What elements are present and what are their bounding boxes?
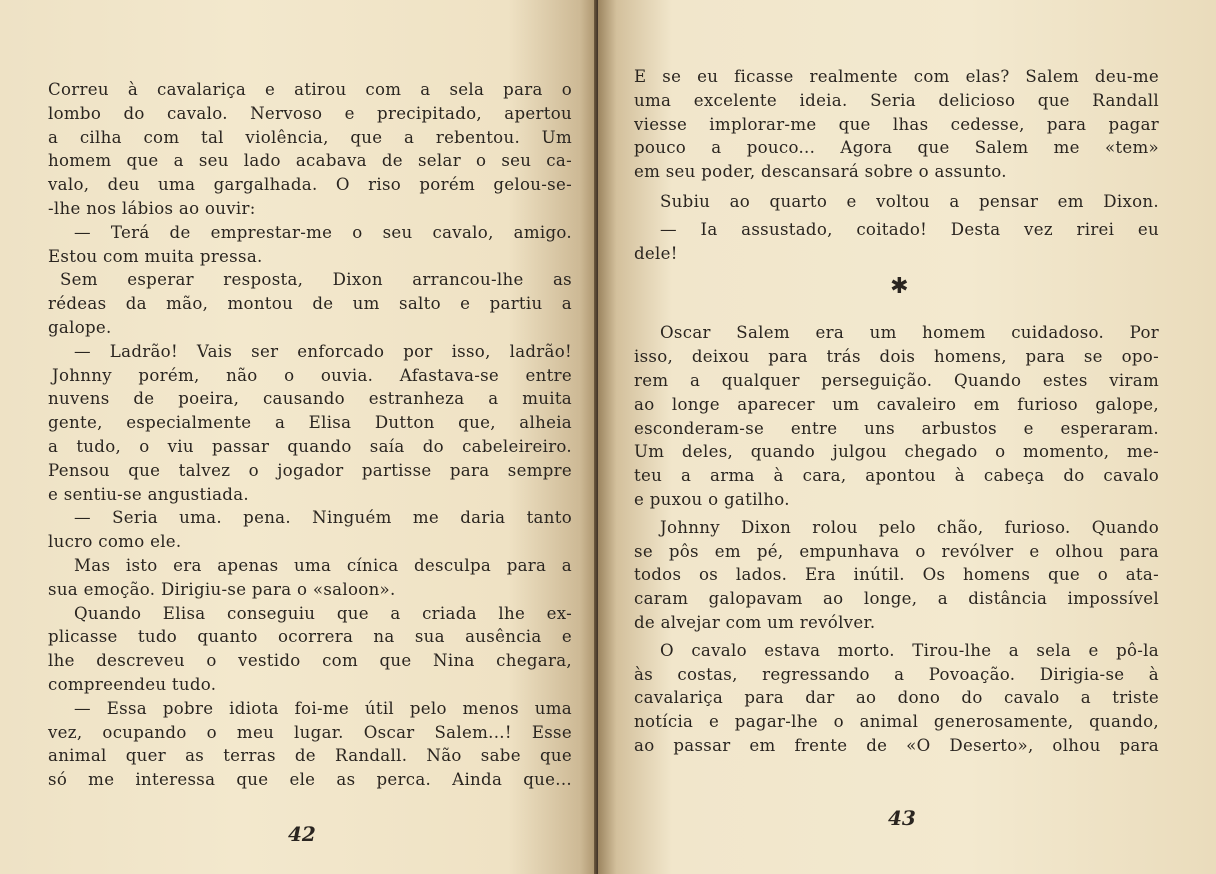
text-line: cavalariça para dar ao dono do cavalo a triste: [634, 688, 1159, 708]
text-line: — Essa pobre idiota foi-me útil pelo menos uma: [74, 698, 572, 718]
page-number: 42: [288, 822, 316, 846]
text-line: gente, especialmente a Elisa Dutton que, alheia: [48, 413, 572, 433]
text-line: ao longe aparecer um cavaleiro em furioso galope,: [634, 394, 1159, 414]
text-line: E se eu ficasse realmente com elas? Salem deu-me: [634, 67, 1159, 86]
text-line: teu a arma à cara, apontou à cabeça do cavalo: [634, 466, 1159, 486]
text-line: caram galopavam ao longe, a distância impossível: [634, 589, 1159, 609]
text-line: Johnny porém, não o ouvia. Afastava-se entre: [52, 365, 572, 385]
text-line: lucro como ele.: [48, 532, 182, 552]
text-line: esconderam-se entre uns arbustos e esperaram.: [634, 418, 1159, 438]
text-line: todos os lados. Era inútil. Os homens que o ata-: [634, 565, 1159, 585]
text-line: e sentiu-se angustiada.: [48, 484, 249, 504]
text-line: Estou com muita pressa.: [48, 246, 263, 266]
right-page-text: [634, 65, 1159, 758]
page-number: 43: [888, 806, 916, 830]
text-line: lhe descreveu o vestido com que Nina chegara,: [48, 651, 572, 671]
text-line: em seu poder, descansará sobre o assunto.: [634, 162, 1007, 182]
text-line: isso, deixou para trás dois homens, para se opo-: [634, 347, 1159, 367]
text-line: pouco a pouco... Agora que Salem me «tem»: [634, 138, 1159, 158]
text-line: Mas isto era apenas uma cínica desculpa para a: [74, 555, 572, 575]
text-line: animal quer as terras de Randall. Não sabe que: [48, 746, 572, 766]
text-line: compreendeu tudo.: [48, 674, 217, 694]
text-line: Pensou que talvez o jogador partisse para sempre: [48, 460, 572, 480]
text-line: Sem esperar resposta, Dixon arrancou-lhe as: [60, 270, 572, 290]
text-line: -lhe nos lábios ao ouvir:: [48, 198, 256, 218]
text-line: Oscar Salem era um homem cuidadoso. Por: [660, 323, 1159, 343]
text-line: rédeas da mão, montou de um salto e partiu a: [48, 294, 572, 314]
text-line: Subiu ao quarto e voltou a pensar em Dixon.: [660, 191, 1159, 211]
text-line: Quando Elisa conseguiu que a criada lhe ex-: [74, 603, 572, 623]
text-line: de alvejar com um revólver.: [634, 612, 876, 632]
text-line: só me interessa que ele as perca. Ainda que...: [48, 770, 572, 790]
text-line: às costas, regressando a Povoação. Dirigia-se à: [634, 664, 1159, 684]
left-page: [0, 0, 598, 874]
text-line: se pôs em pé, empunhava o revólver e olhou para: [634, 541, 1159, 561]
text-line: Um deles, quando julgou chegado o momento, me-: [634, 442, 1159, 462]
text-line: viesse implorar-me que lhas cedesse, para pagar: [634, 114, 1159, 134]
text-line: — Ia assustado, coitado! Desta vez rirei eu: [660, 219, 1159, 239]
text-line: sua emoção. Dirigiu-se para o «saloon».: [48, 579, 396, 599]
text-line: notícia e pagar-lhe o animal generosamente, quando,: [634, 712, 1159, 732]
text-line: nuvens de poeira, causando estranheza a muita: [48, 389, 572, 409]
text-line: ao passar em frente de «O Deserto», olhou para: [634, 735, 1159, 755]
text-line: Correu à cavalariça e atirou com a sela para o: [48, 80, 572, 99]
right-page: [598, 0, 1216, 874]
text-line: valo, deu uma gargalhada. O riso porém gelou-se-: [48, 175, 572, 195]
text-line: — Terá de emprestar-me o seu cavalo, amigo.: [74, 222, 572, 242]
text-line: homem que a seu lado acabava de selar o seu ca-: [48, 151, 572, 171]
text-line: a tudo, o viu passar quando saía do cabeleireiro.: [48, 436, 572, 456]
text-line: vez, ocupando o meu lugar. Oscar Salem...! Esse: [48, 722, 572, 742]
left-page-text: [48, 78, 572, 792]
section-separator-icon: ✱: [890, 274, 909, 300]
text-line: — Ladrão! Vais ser enforcado por isso, ladrão!: [74, 341, 572, 361]
text-line: a cilha com tal violência, que a rebentou. Um: [48, 127, 572, 147]
text-line: O cavalo estava morto. Tirou-lhe a sela e pô-la: [660, 640, 1159, 660]
text-line: Johnny Dixon rolou pelo chão, furioso. Quando: [660, 517, 1159, 537]
text-line: uma excelente ideia. Seria delicioso que Randall: [634, 90, 1159, 110]
text-line: rem a qualquer perseguição. Quando estes viram: [634, 370, 1159, 390]
text-line: lombo do cavalo. Nervoso e precipitado, apertou: [48, 103, 572, 123]
text-line: galope.: [48, 317, 112, 337]
text-line: — Seria uma. pena. Ninguém me daria tanto: [74, 508, 572, 528]
text-line: plicasse tudo quanto ocorrera na sua ausência e: [48, 627, 572, 647]
text-line: e puxou o gatilho.: [634, 489, 790, 509]
text-line: dele!: [634, 243, 678, 263]
